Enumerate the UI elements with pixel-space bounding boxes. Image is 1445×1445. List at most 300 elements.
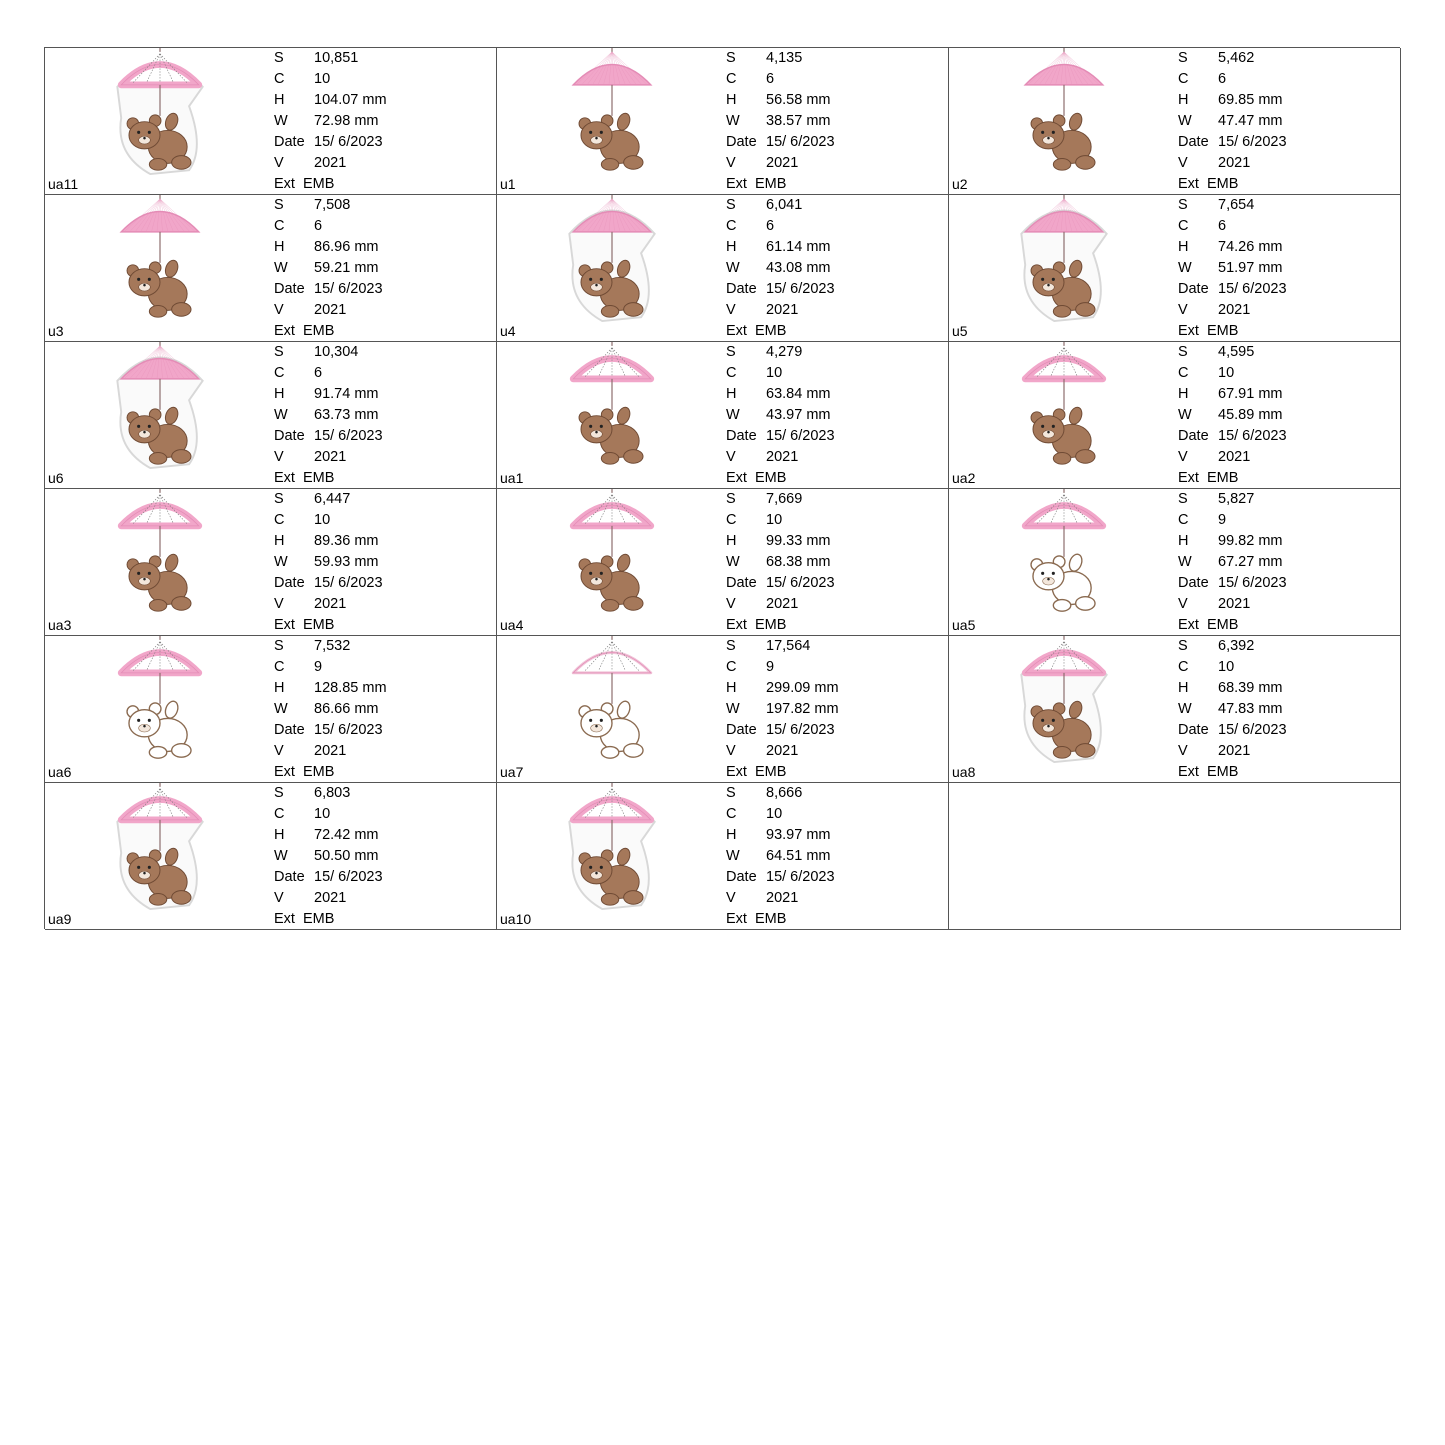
info-label-version: V — [726, 302, 736, 318]
design-cell — [497, 636, 949, 783]
info-label-date: Date — [274, 722, 305, 738]
info-row-version — [726, 594, 835, 615]
info-value-colors: 6 — [766, 71, 775, 87]
info-label-height: H — [1178, 92, 1189, 108]
design-name: ua6 — [48, 764, 72, 780]
info-row-extension — [726, 468, 835, 489]
design-cell — [497, 195, 949, 342]
info-label-colors: C — [274, 512, 285, 528]
info-value-stitches: 7,532 — [314, 638, 351, 654]
info-row-version — [1178, 594, 1287, 615]
info-row-version — [274, 741, 387, 762]
info-label-version: V — [726, 596, 736, 612]
design-info — [726, 195, 835, 342]
info-value-date: 15/ 6/2023 — [766, 575, 835, 591]
design-info — [1178, 342, 1287, 489]
info-row-width — [1178, 552, 1287, 573]
info-label-version: V — [1178, 155, 1188, 171]
design-cell — [949, 48, 1401, 195]
info-row-height — [726, 678, 839, 699]
info-label-height: H — [726, 92, 737, 108]
info-row-colors — [1178, 510, 1287, 531]
info-label-extension: Ext — [1178, 176, 1199, 192]
info-label-width: W — [1178, 554, 1192, 570]
info-label-extension: Ext — [274, 470, 295, 486]
info-row-width — [726, 699, 839, 720]
design-cell — [45, 489, 497, 636]
info-row-colors — [726, 363, 835, 384]
design-cell — [45, 195, 497, 342]
info-label-stitches: S — [274, 344, 284, 360]
info-value-width: 72.98 mm — [314, 113, 379, 129]
info-label-colors: C — [726, 659, 737, 675]
info-row-colors — [726, 216, 835, 237]
info-label-height: H — [726, 827, 737, 843]
info-row-width — [274, 699, 387, 720]
info-value-extension: EMB — [755, 764, 787, 780]
info-value-version: 2021 — [766, 743, 799, 759]
info-label-stitches: S — [1178, 197, 1188, 213]
info-value-stitches: 8,666 — [766, 785, 803, 801]
info-value-version: 2021 — [1218, 449, 1251, 465]
info-value-extension: EMB — [1207, 617, 1239, 633]
info-row-extension — [1178, 174, 1287, 195]
info-value-width: 197.82 mm — [766, 701, 839, 717]
design-info — [274, 342, 383, 489]
info-label-date: Date — [274, 134, 305, 150]
design-thumbnail — [557, 195, 667, 323]
design-cell — [497, 489, 949, 636]
info-value-width: 45.89 mm — [1218, 407, 1283, 423]
design-name: u5 — [952, 323, 968, 339]
info-row-height — [274, 237, 383, 258]
info-row-extension — [726, 909, 835, 930]
info-row-extension — [726, 615, 835, 636]
info-value-height: 104.07 mm — [314, 92, 387, 108]
design-thumbnail — [557, 783, 667, 911]
info-row-extension — [1178, 615, 1287, 636]
info-value-version: 2021 — [766, 890, 799, 906]
info-row-extension — [726, 174, 835, 195]
info-value-stitches: 4,595 — [1218, 344, 1255, 360]
info-row-date — [1178, 573, 1287, 594]
info-value-stitches: 4,135 — [766, 50, 803, 66]
info-row-width — [1178, 111, 1287, 132]
design-cell — [949, 489, 1401, 636]
design-name: ua11 — [48, 176, 79, 192]
info-row-colors — [274, 510, 383, 531]
info-value-extension: EMB — [303, 764, 335, 780]
info-value-date: 15/ 6/2023 — [766, 428, 835, 444]
info-label-width: W — [1178, 260, 1192, 276]
design-info — [726, 489, 835, 636]
info-label-date: Date — [1178, 575, 1209, 591]
info-label-width: W — [1178, 113, 1192, 129]
info-value-date: 15/ 6/2023 — [1218, 428, 1287, 444]
design-cell — [45, 342, 497, 489]
info-row-date — [726, 720, 839, 741]
design-info — [274, 489, 383, 636]
info-value-date: 15/ 6/2023 — [1218, 281, 1287, 297]
info-row-width — [726, 405, 835, 426]
design-catalog-grid — [44, 47, 1400, 929]
info-label-stitches: S — [1178, 638, 1188, 654]
info-value-height: 91.74 mm — [314, 386, 379, 402]
info-label-version: V — [726, 743, 736, 759]
info-row-height — [726, 384, 835, 405]
info-label-extension: Ext — [274, 176, 295, 192]
info-row-stitches — [726, 783, 835, 804]
info-value-stitches: 5,462 — [1218, 50, 1255, 66]
info-label-height: H — [274, 239, 285, 255]
info-row-height — [1178, 678, 1287, 699]
info-value-colors: 10 — [314, 512, 331, 528]
info-value-extension: EMB — [755, 617, 787, 633]
design-thumbnail — [1009, 48, 1119, 176]
info-value-width: 64.51 mm — [766, 848, 831, 864]
design-thumbnail — [105, 489, 215, 617]
empty-cell — [949, 783, 1401, 930]
info-label-version: V — [274, 743, 284, 759]
info-value-stitches: 10,304 — [314, 344, 359, 360]
info-value-height: 69.85 mm — [1218, 92, 1283, 108]
info-value-version: 2021 — [1218, 302, 1251, 318]
info-row-height — [726, 237, 835, 258]
info-label-height: H — [726, 239, 737, 255]
info-label-stitches: S — [726, 638, 736, 654]
info-value-extension: EMB — [755, 176, 787, 192]
info-row-colors — [1178, 69, 1287, 90]
info-value-colors: 10 — [766, 806, 783, 822]
design-info — [1178, 489, 1287, 636]
info-row-date — [274, 720, 387, 741]
design-name: ua1 — [500, 470, 524, 486]
info-row-extension — [726, 762, 839, 783]
info-row-date — [274, 426, 383, 447]
info-label-width: W — [726, 113, 740, 129]
info-label-version: V — [274, 449, 284, 465]
info-row-stitches — [274, 783, 383, 804]
design-info — [726, 342, 835, 489]
info-value-height: 99.33 mm — [766, 533, 831, 549]
info-label-colors: C — [726, 218, 737, 234]
design-info — [1178, 195, 1287, 342]
info-value-stitches: 7,508 — [314, 197, 351, 213]
info-label-date: Date — [1178, 428, 1209, 444]
info-label-extension: Ext — [726, 764, 747, 780]
info-row-version — [726, 888, 835, 909]
info-label-stitches: S — [726, 785, 736, 801]
design-cell — [497, 342, 949, 489]
info-value-version: 2021 — [766, 596, 799, 612]
info-row-date — [1178, 132, 1287, 153]
info-row-width — [726, 846, 835, 867]
design-name: u3 — [48, 323, 64, 339]
info-label-colors: C — [726, 71, 737, 87]
info-value-version: 2021 — [1218, 155, 1251, 171]
info-row-extension — [274, 468, 383, 489]
info-value-stitches: 6,447 — [314, 491, 351, 507]
info-row-width — [274, 405, 383, 426]
info-row-height — [726, 825, 835, 846]
info-value-width: 63.73 mm — [314, 407, 379, 423]
info-value-version: 2021 — [314, 890, 347, 906]
info-label-date: Date — [274, 869, 305, 885]
design-info — [1178, 48, 1287, 195]
info-label-height: H — [726, 680, 737, 696]
info-row-colors — [726, 510, 835, 531]
info-label-stitches: S — [274, 785, 284, 801]
info-value-date: 15/ 6/2023 — [314, 722, 383, 738]
info-row-date — [726, 132, 835, 153]
info-label-date: Date — [1178, 134, 1209, 150]
info-value-height: 128.85 mm — [314, 680, 387, 696]
info-label-version: V — [274, 596, 284, 612]
info-value-width: 59.93 mm — [314, 554, 379, 570]
info-label-extension: Ext — [1178, 470, 1199, 486]
info-value-colors: 10 — [1218, 365, 1235, 381]
info-row-stitches — [1178, 195, 1287, 216]
info-label-colors: C — [274, 365, 285, 381]
info-row-extension — [274, 762, 387, 783]
info-value-stitches: 6,392 — [1218, 638, 1255, 654]
info-value-colors: 6 — [314, 218, 323, 234]
info-row-height — [274, 90, 387, 111]
info-label-version: V — [1178, 596, 1188, 612]
info-row-width — [274, 846, 383, 867]
info-value-date: 15/ 6/2023 — [314, 428, 383, 444]
info-row-colors — [726, 804, 835, 825]
info-label-date: Date — [726, 428, 757, 444]
info-value-stitches: 10,851 — [314, 50, 359, 66]
info-value-colors: 6 — [314, 365, 323, 381]
info-label-version: V — [726, 155, 736, 171]
design-cell — [949, 636, 1401, 783]
info-row-colors — [274, 69, 387, 90]
info-row-date — [274, 279, 383, 300]
info-value-date: 15/ 6/2023 — [766, 869, 835, 885]
info-row-extension — [1178, 468, 1287, 489]
info-label-width: W — [726, 701, 740, 717]
info-row-stitches — [726, 48, 835, 69]
info-value-width: 59.21 mm — [314, 260, 379, 276]
info-row-colors — [274, 216, 383, 237]
design-name: ua7 — [500, 764, 524, 780]
info-row-colors — [274, 363, 383, 384]
info-row-stitches — [274, 195, 383, 216]
design-name: u2 — [952, 176, 968, 192]
design-name: ua10 — [500, 911, 532, 927]
info-value-extension: EMB — [755, 323, 787, 339]
design-info — [726, 783, 835, 930]
info-label-version: V — [1178, 302, 1188, 318]
design-name: u4 — [500, 323, 516, 339]
info-value-height: 99.82 mm — [1218, 533, 1283, 549]
design-thumbnail — [1009, 195, 1119, 323]
design-thumbnail — [1009, 489, 1119, 617]
info-label-colors: C — [1178, 659, 1189, 675]
info-row-date — [726, 279, 835, 300]
info-value-date: 15/ 6/2023 — [314, 281, 383, 297]
info-value-stitches: 17,564 — [766, 638, 811, 654]
info-label-date: Date — [1178, 281, 1209, 297]
info-row-version — [274, 447, 383, 468]
info-value-width: 47.47 mm — [1218, 113, 1283, 129]
info-label-stitches: S — [726, 197, 736, 213]
info-label-date: Date — [726, 869, 757, 885]
info-row-date — [1178, 720, 1287, 741]
info-label-width: W — [274, 554, 288, 570]
design-thumbnail — [105, 195, 215, 323]
info-row-stitches — [726, 636, 839, 657]
info-value-version: 2021 — [314, 743, 347, 759]
info-label-height: H — [274, 827, 285, 843]
info-label-height: H — [1178, 239, 1189, 255]
design-cell — [497, 783, 949, 930]
info-row-date — [1178, 279, 1287, 300]
info-label-date: Date — [274, 575, 305, 591]
info-value-version: 2021 — [314, 302, 347, 318]
info-row-height — [1178, 237, 1287, 258]
info-row-height — [274, 531, 383, 552]
info-value-date: 15/ 6/2023 — [314, 134, 383, 150]
info-row-version — [1178, 300, 1287, 321]
info-value-date: 15/ 6/2023 — [314, 575, 383, 591]
info-value-extension: EMB — [1207, 470, 1239, 486]
info-label-stitches: S — [1178, 491, 1188, 507]
design-cell — [949, 342, 1401, 489]
info-value-colors: 9 — [766, 659, 775, 675]
info-value-height: 61.14 mm — [766, 239, 831, 255]
info-row-width — [726, 552, 835, 573]
design-info — [274, 783, 383, 930]
info-row-extension — [274, 909, 383, 930]
design-thumbnail — [105, 48, 215, 176]
info-row-width — [1178, 258, 1287, 279]
info-row-version — [726, 447, 835, 468]
design-info — [726, 636, 839, 783]
info-value-colors: 6 — [1218, 71, 1227, 87]
info-label-colors: C — [274, 806, 285, 822]
info-value-height: 72.42 mm — [314, 827, 379, 843]
info-label-height: H — [726, 533, 737, 549]
info-row-width — [274, 111, 387, 132]
info-label-colors: C — [1178, 512, 1189, 528]
info-row-stitches — [1178, 48, 1287, 69]
info-label-extension: Ext — [1178, 617, 1199, 633]
design-cell — [45, 636, 497, 783]
info-value-extension: EMB — [755, 911, 787, 927]
info-label-extension: Ext — [726, 323, 747, 339]
design-info — [274, 195, 383, 342]
design-cell — [45, 48, 497, 195]
info-label-version: V — [1178, 449, 1188, 465]
info-row-date — [274, 573, 383, 594]
info-label-width: W — [726, 554, 740, 570]
info-row-stitches — [274, 48, 387, 69]
design-info — [274, 636, 387, 783]
info-label-width: W — [726, 260, 740, 276]
design-cell — [497, 48, 949, 195]
info-value-version: 2021 — [766, 155, 799, 171]
info-label-colors: C — [274, 71, 285, 87]
info-row-version — [274, 888, 383, 909]
info-value-height: 68.39 mm — [1218, 680, 1283, 696]
design-name: ua2 — [952, 470, 976, 486]
info-label-extension: Ext — [726, 176, 747, 192]
info-value-height: 67.91 mm — [1218, 386, 1283, 402]
info-row-height — [1178, 384, 1287, 405]
info-label-extension: Ext — [274, 764, 295, 780]
info-value-extension: EMB — [303, 617, 335, 633]
info-row-version — [274, 300, 383, 321]
info-value-height: 63.84 mm — [766, 386, 831, 402]
info-value-date: 15/ 6/2023 — [1218, 575, 1287, 591]
info-value-height: 74.26 mm — [1218, 239, 1283, 255]
info-label-height: H — [1178, 680, 1189, 696]
info-label-extension: Ext — [726, 470, 747, 486]
info-row-stitches — [1178, 636, 1287, 657]
info-label-height: H — [274, 533, 285, 549]
info-value-width: 43.08 mm — [766, 260, 831, 276]
info-row-colors — [1178, 363, 1287, 384]
info-value-height: 86.96 mm — [314, 239, 379, 255]
info-value-date: 15/ 6/2023 — [1218, 134, 1287, 150]
info-value-version: 2021 — [766, 449, 799, 465]
info-value-width: 38.57 mm — [766, 113, 831, 129]
info-label-width: W — [274, 701, 288, 717]
info-row-date — [726, 426, 835, 447]
info-value-height: 299.09 mm — [766, 680, 839, 696]
info-value-date: 15/ 6/2023 — [766, 134, 835, 150]
info-value-version: 2021 — [314, 155, 347, 171]
info-row-stitches — [726, 489, 835, 510]
info-row-version — [274, 153, 387, 174]
info-label-height: H — [274, 386, 285, 402]
info-label-version: V — [274, 302, 284, 318]
info-value-colors: 10 — [1218, 659, 1235, 675]
info-value-height: 93.97 mm — [766, 827, 831, 843]
info-row-version — [726, 741, 839, 762]
design-thumbnail — [557, 636, 667, 764]
info-label-extension: Ext — [274, 323, 295, 339]
info-row-extension — [1178, 321, 1287, 342]
info-label-extension: Ext — [726, 617, 747, 633]
design-cell — [949, 195, 1401, 342]
design-name: u1 — [500, 176, 516, 192]
info-row-stitches — [726, 195, 835, 216]
info-row-colors — [726, 69, 835, 90]
info-label-date: Date — [1178, 722, 1209, 738]
info-label-stitches: S — [274, 638, 284, 654]
info-label-stitches: S — [1178, 344, 1188, 360]
info-row-stitches — [726, 342, 835, 363]
info-value-stitches: 4,279 — [766, 344, 803, 360]
info-value-stitches: 6,041 — [766, 197, 803, 213]
info-value-width: 43.97 mm — [766, 407, 831, 423]
info-label-colors: C — [274, 218, 285, 234]
info-row-extension — [274, 174, 387, 195]
info-value-version: 2021 — [1218, 596, 1251, 612]
info-row-version — [1178, 447, 1287, 468]
info-label-height: H — [274, 92, 285, 108]
info-label-date: Date — [274, 428, 305, 444]
info-label-extension: Ext — [1178, 764, 1199, 780]
info-label-date: Date — [726, 722, 757, 738]
info-value-colors: 9 — [1218, 512, 1227, 528]
info-label-extension: Ext — [274, 911, 295, 927]
info-value-date: 15/ 6/2023 — [766, 281, 835, 297]
